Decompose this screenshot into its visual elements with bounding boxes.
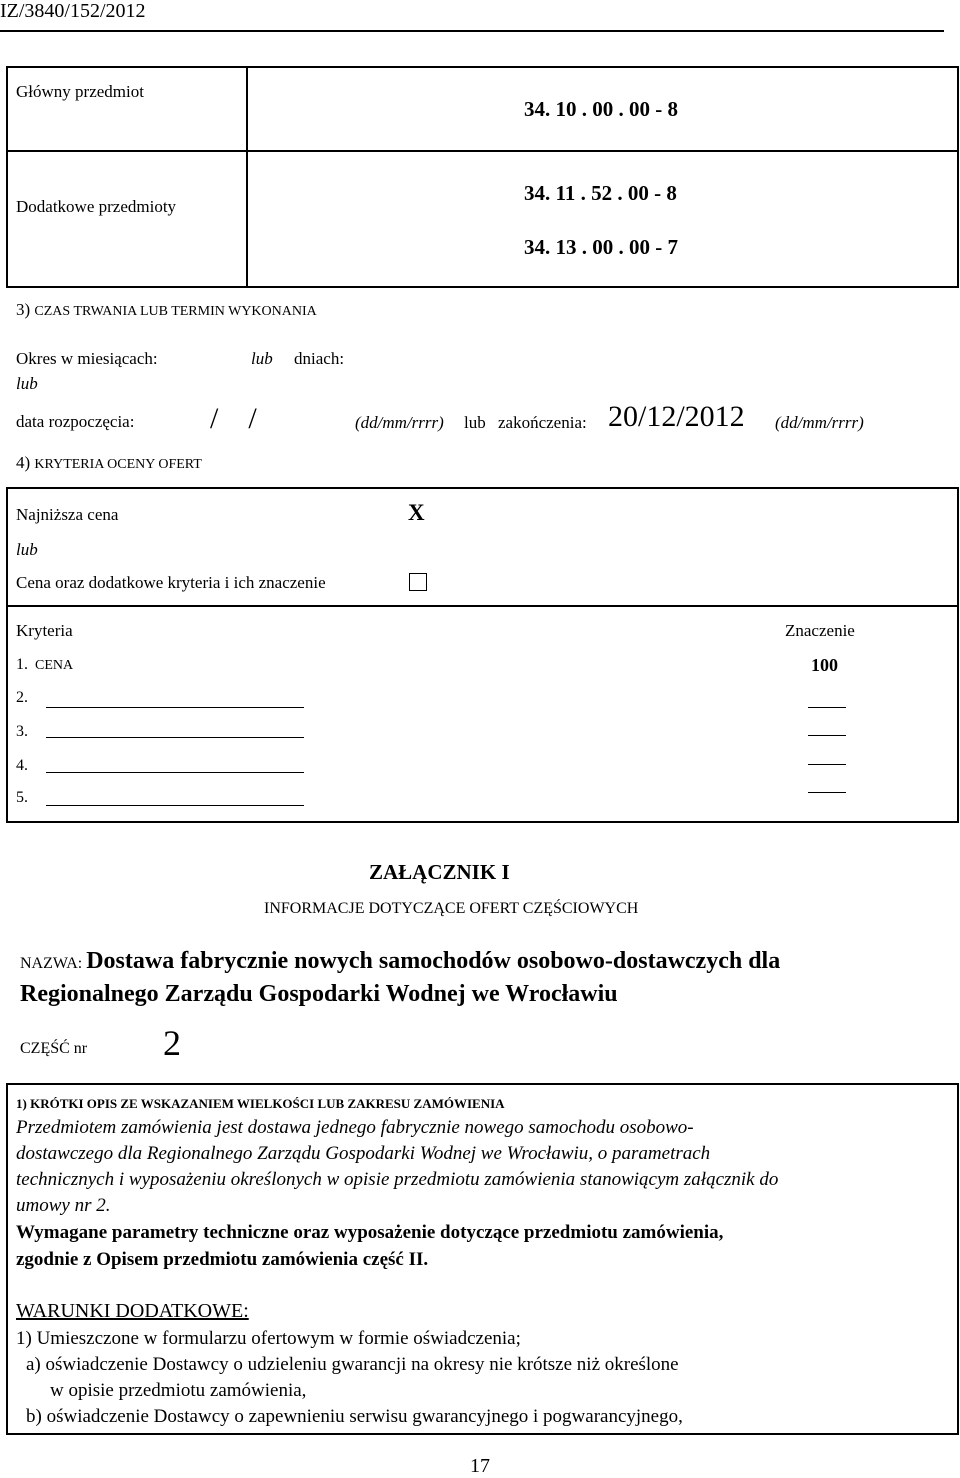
main-subject-code: 34. 10 . 00 . 00 - 8 bbox=[524, 97, 678, 121]
criterion-row-4-weight-line bbox=[808, 764, 846, 765]
duration-section-number: 3) bbox=[16, 300, 31, 319]
condition-1: 1) Umieszczone w formularzu ofertowym w formie oświadczenia; bbox=[16, 1328, 521, 1349]
weight-column-header: Znaczenie bbox=[785, 621, 855, 640]
description-title: 1) KRÓTKI OPIS ZE WSKAZANIEM WIELKOŚCI LUB ZAKRESU ZAMÓWIENIA bbox=[16, 1096, 505, 1111]
criteria-or-label: lub bbox=[16, 540, 38, 559]
criteria-column-header: Kryteria bbox=[16, 621, 73, 640]
extra-subject-code-2: 34. 13 . 00 . 00 - 7 bbox=[524, 235, 678, 259]
lot-part-label: CZĘŚĆ nr bbox=[20, 1040, 88, 1057]
criteria-section-title bbox=[16, 453, 202, 473]
end-date-label: zakończenia: bbox=[498, 413, 587, 432]
requirements-line-2: zgodnie z Opisem przedmiotu zamówienia część II. bbox=[16, 1249, 429, 1270]
main-subject-label: Główny przedmiot bbox=[16, 82, 144, 101]
duration-section-heading: CZAS TRWANIA LUB TERMIN WYKONANIA bbox=[34, 304, 317, 319]
lot-name bbox=[20, 948, 780, 975]
or-label-2: lub bbox=[16, 374, 38, 393]
criterion-row-3-weight-line bbox=[808, 735, 846, 736]
header-divider bbox=[0, 30, 944, 32]
criterion-row-5-number: 5. bbox=[16, 789, 28, 806]
subject-row-divider bbox=[6, 150, 959, 152]
lot-name-line-1: Dostawa fabrycznie nowych samochodów osobowo-dostawczych dla bbox=[86, 948, 781, 974]
description-line-2: dostawczego dla Regionalnego Zarządu Gospodarki Wodnej we Wrocławiu, o parametrach bbox=[16, 1143, 711, 1164]
extra-subjects-label: Dodatkowe przedmioty bbox=[16, 197, 177, 216]
criterion-row-1-name: CENA bbox=[35, 658, 74, 673]
end-date-value: 20/12/2012 bbox=[608, 400, 745, 433]
description-line-1: Przedmiotem zamówienia jest dostawa jednego fabrycznie nowego samochodu osobowo- bbox=[16, 1117, 694, 1138]
document-reference: IZ/3840/152/2012 bbox=[0, 0, 146, 22]
price-plus-criteria-checkbox[interactable] bbox=[409, 573, 427, 591]
condition-a-continued: w opisie przedmiotu zamówienia, bbox=[50, 1380, 307, 1401]
lot-name-line-2: Regionalnego Zarządu Gospodarki Wodnej we Wrocławiu bbox=[20, 981, 618, 1007]
criterion-row-2-number: 2. bbox=[16, 689, 28, 706]
criterion-row-4-number: 4. bbox=[16, 757, 28, 774]
criterion-row-3-number: 3. bbox=[16, 723, 28, 740]
criteria-section-heading: KRYTERIA OCENY OFERT bbox=[34, 457, 202, 472]
page-number: 17 bbox=[470, 1455, 490, 1477]
annex-title: ZAŁĄCZNIK I bbox=[369, 860, 510, 884]
date-format-2: (dd/mm/rrrr) bbox=[775, 413, 864, 432]
subject-codes-box bbox=[6, 66, 959, 288]
duration-section-title bbox=[16, 300, 317, 320]
lowest-price-mark: X bbox=[408, 500, 425, 525]
condition-b: b) oświadczenie Dostawcy o zapewnieniu serwisu gwarancyjnego i pogwarancyjnego, bbox=[26, 1406, 683, 1427]
criterion-row-5-weight-line bbox=[808, 792, 846, 793]
extra-subject-code-1: 34. 11 . 52 . 00 - 8 bbox=[524, 181, 677, 205]
conditions-title: WARUNKI DODATKOWE: bbox=[16, 1300, 249, 1322]
criterion-row-2-weight-line bbox=[808, 707, 846, 708]
criteria-section-number: 4) bbox=[16, 453, 31, 472]
months-label: Okres w miesiącach: bbox=[16, 349, 158, 368]
criterion-row-4-line bbox=[46, 772, 304, 773]
lowest-price-label: Najniższa cena bbox=[16, 505, 119, 524]
date-format-1: (dd/mm/rrrr) bbox=[355, 413, 444, 432]
criterion-row-3-line bbox=[46, 737, 304, 738]
start-date-label: data rozpoczęcia: bbox=[16, 412, 135, 431]
description-line-4: umowy nr 2. bbox=[16, 1195, 111, 1216]
or-label-1: lub bbox=[251, 349, 273, 368]
requirements-line-1: Wymagane parametry techniczne oraz wyposażenie dotyczące przedmiotu zamówienia, bbox=[16, 1222, 724, 1243]
description-line-3: technicznych i wyposażeniu określonych w opisie przedmiotu zamówienia stanowiącym załącznik do bbox=[16, 1169, 779, 1190]
start-date-value: / / bbox=[210, 402, 257, 435]
criterion-row-5-line bbox=[46, 805, 304, 806]
condition-a: a) oświadczenie Dostawcy o udzieleniu gwarancji na okresy nie krótsze niż określone bbox=[26, 1354, 679, 1375]
price-plus-criteria-label: Cena oraz dodatkowe kryteria i ich znaczenie bbox=[16, 573, 326, 592]
subject-column-divider bbox=[246, 66, 248, 288]
lot-name-label: NAZWA: bbox=[20, 955, 83, 972]
days-label: dniach: bbox=[294, 349, 345, 368]
or-label-3: lub bbox=[464, 413, 486, 432]
lot-part-number: 2 bbox=[163, 1023, 181, 1063]
annex-subtitle: INFORMACJE DOTYCZĄCE OFERT CZĘŚCIOWYCH bbox=[264, 900, 639, 917]
criterion-row-1-number: 1. bbox=[16, 656, 28, 673]
criterion-row-2-line bbox=[46, 707, 304, 708]
criteria-row-divider bbox=[6, 605, 959, 607]
criterion-row-1-weight: 100 bbox=[811, 655, 838, 675]
